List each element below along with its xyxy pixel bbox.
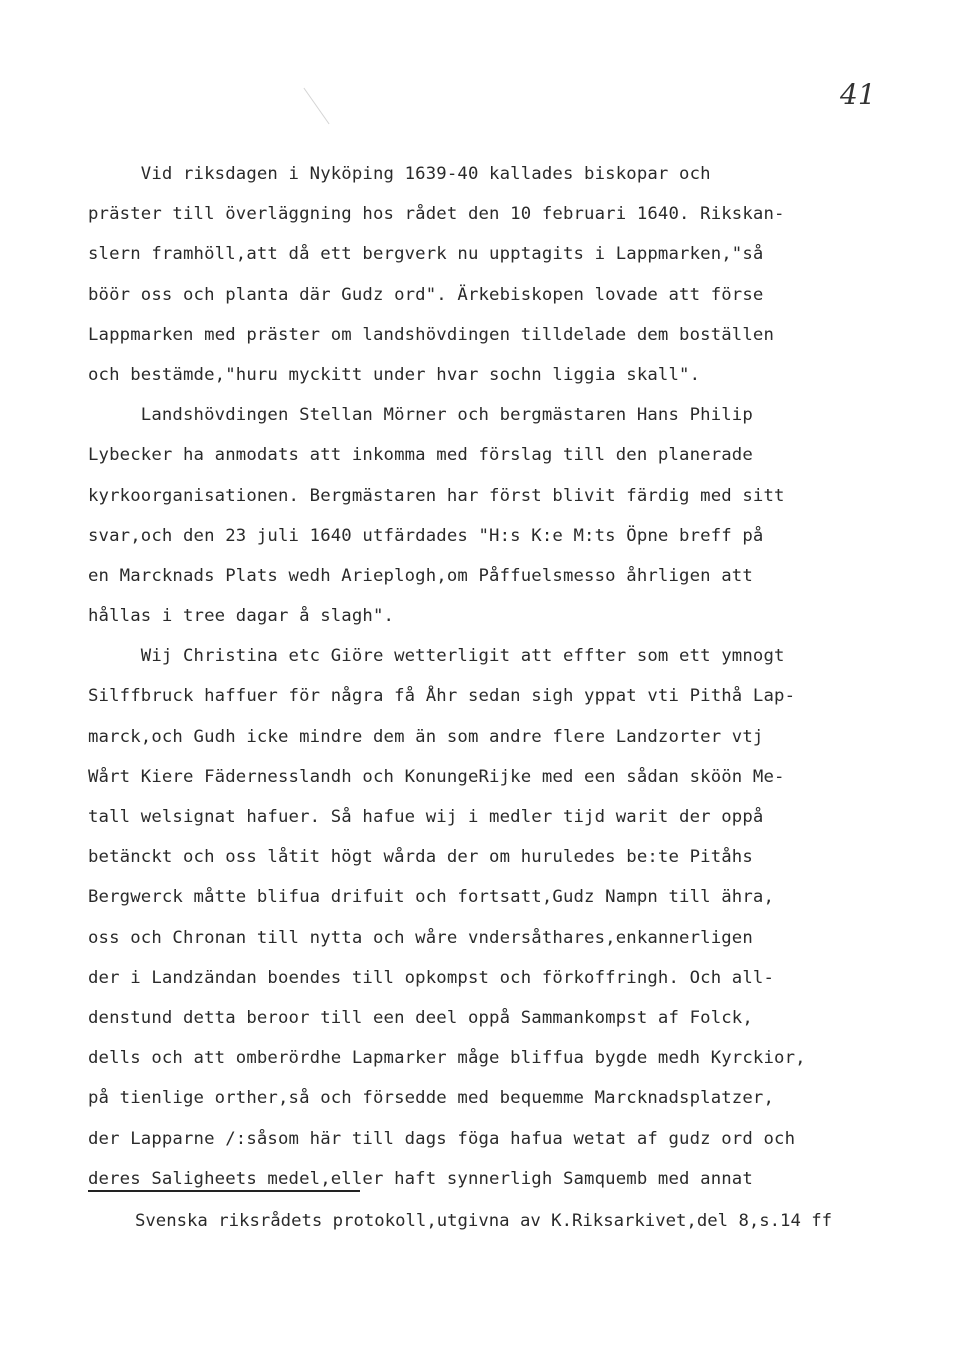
text-line: Vid riksdagen i Nyköping 1639-40 kallades biskopar och [88,164,711,184]
text-line: der i Landzändan boendes till opkompst och förkoffringh. Och all- [88,967,775,988]
document-body [88,154,888,1199]
text-line: Lybecker ha anmodats att inkomma med förslag till den planerade [88,445,753,466]
text-line: dells och att omberördhe Lapmarker måge bliffua bygde medh Kyrckior, [88,1048,806,1069]
text-line: präster till överläggning hos rådet den 10 februari 1640. Rikskan- [88,204,785,225]
text-line: en Marcknads Plats wedh Arieplogh,om Påffuelsmesso åhrligen att [88,565,753,586]
text-line: Silffbruck haffuer för några få Åhr sedan sigh yppat vti Pithå Lap- [88,686,796,707]
text-line: marck,och Gudh icke mindre dem än som andre flere Landzorter vtj [88,726,764,747]
text-line: svar,och den 23 juli 1640 utfärdades "H:s K:e M:ts Öpne breff på [88,525,764,546]
page-number: 41 [840,78,876,111]
text-line: deres Saligheets medel,eller haft synnerligh Samquemb med annat [88,1168,753,1189]
text-line: Bergwerck måtte blifua drifuit och fortsatt,Gudz Nampn till ähra, [88,887,775,908]
text-line: tall welsignat hafuer. Så hafue wij i medler tijd warit der oppå [88,807,764,827]
text-line: Landshövdingen Stellan Mörner och bergmästaren Hans Philip [88,405,753,426]
scan-artifact-line [303,88,329,125]
text-line: kyrkoorganisationen. Bergmästaren har först blivit färdig med sitt [88,485,785,506]
text-line: och bestämde,"huru myckitt under hvar sochn liggia skall". [88,364,701,385]
text-line: denstund detta beroor till een deel oppå Sammankompst af Folck, [88,1007,753,1028]
text-line: Wårt Kiere Fädernesslandh och KonungeRijke med een sådan sköön Me- [88,766,785,787]
text-line: der Lapparne /:såsom här till dags föga hafua wetat af gudz ord och [88,1128,796,1149]
text-line: Lappmarken med präster om landshövdingen tilldelade dem boställen [88,324,775,345]
text-line: hållas i tree dagar å slagh". [88,606,395,627]
text-line: slern framhöll,att då ett bergverk nu upptagits i Lappmarken,"så [88,244,764,265]
footnote-divider [88,1190,360,1192]
text-line: Wij Christina etc Giöre wetterligit att effter som ett ymnogt [88,646,785,667]
text-line: betänckt och oss låtit högt wårda der om huruledes be:te Pitåhs [88,847,753,868]
text-line: oss och Chronan till nytta och wåre vndersåthares,enkannerligen [88,927,753,948]
text-line: på tienlige orther,så och försedde med bequemme Marcknadsplatzer, [88,1088,775,1109]
footnote-citation: Svenska riksrådets protokoll,utgivna av K.Riksarkivet,del 8,s.14 ff [135,1211,833,1231]
text-line: böör oss och planta där Gudz ord". Ärkebiskopen lovade att förse [88,284,764,305]
